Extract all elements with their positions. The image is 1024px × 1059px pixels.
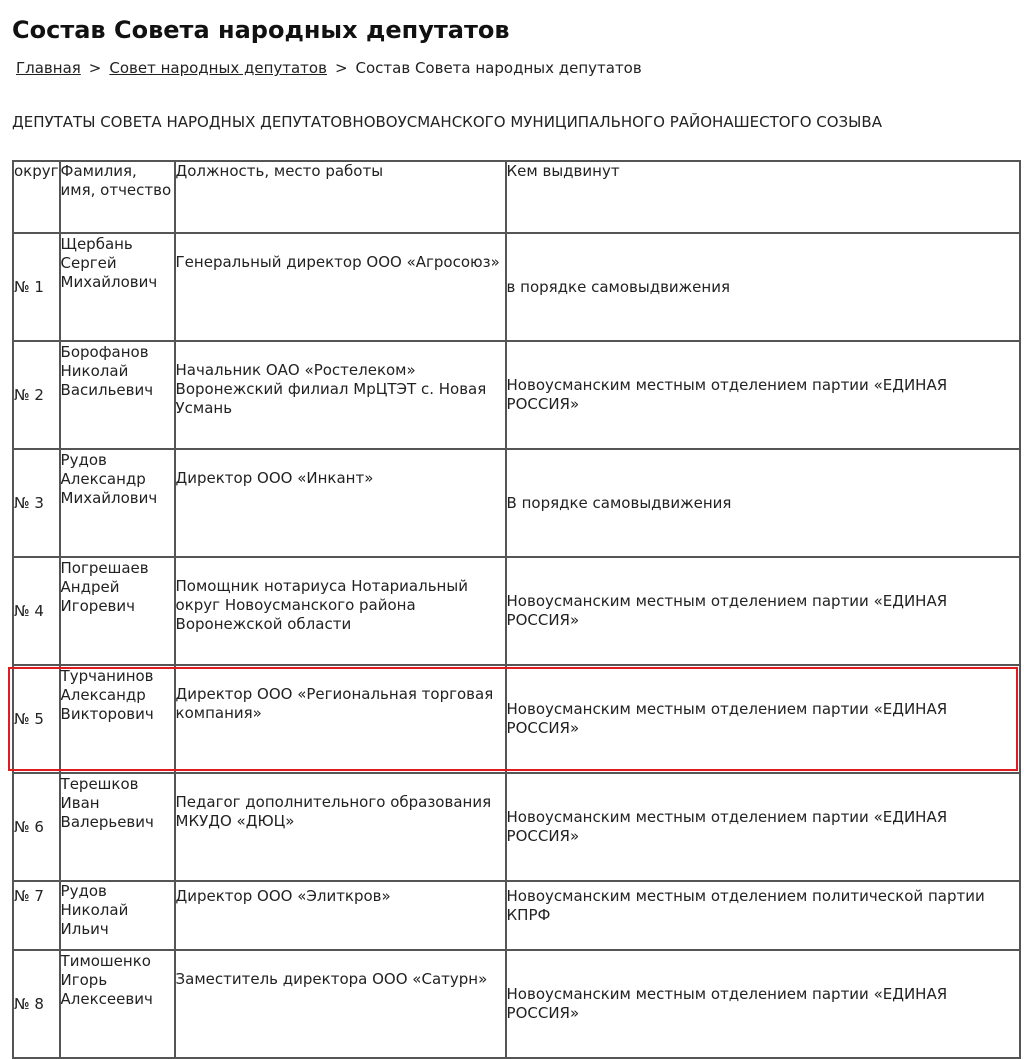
header-nominated: Кем выдвинут	[507, 162, 1021, 234]
cell-okrug: № 7	[14, 882, 61, 951]
table-row	[14, 342, 1021, 450]
cell-okrug: № 5	[14, 666, 61, 774]
cell-position: Директор ООО «Региональная торговая компания»	[176, 666, 507, 774]
cell-nominated: В порядке самовыдвижения	[507, 450, 1021, 558]
cell-nominated: Новоусманским местным отделением партии «ЕДИНАЯ РОССИЯ»	[507, 774, 1021, 882]
cell-position: Начальник ОАО «Ростелеком» Воронежский филиал МрЦТЭТ с. Новая Усмань	[176, 342, 507, 450]
cell-name: Борофанов Николай Васильевич	[61, 342, 176, 450]
cell-name: Терешков Иван Валерьевич	[61, 774, 176, 882]
cell-name: Рудов Николай Ильич	[61, 882, 176, 951]
table-row-highlighted	[14, 774, 1021, 882]
cell-okrug: № 4	[14, 558, 61, 666]
header-name: Фамилия, имя, отчество	[61, 162, 176, 234]
cell-okrug: № 2	[14, 342, 61, 450]
cell-okrug: № 8	[14, 951, 61, 1059]
cell-name: Турчанинов Александр Викторович	[61, 666, 176, 774]
breadcrumb-link-home[interactable]: Главная	[16, 59, 81, 77]
cell-nominated: Новоусманским местным отделением партии «ЕДИНАЯ РОССИЯ»	[507, 666, 1021, 774]
cell-name: Тимошенко Игорь Алексеевич	[61, 951, 176, 1059]
table-row	[14, 882, 1021, 951]
cell-nominated: Новоусманским местным отделением партии «ЕДИНАЯ РОССИЯ»	[507, 342, 1021, 450]
breadcrumb-current: Состав Совета народных депутатов	[355, 59, 642, 77]
cell-nominated: Новоусманским местным отделением партии «ЕДИНАЯ РОССИЯ»	[507, 558, 1021, 666]
breadcrumb-separator: >	[334, 59, 348, 77]
cell-name: Погрешаев Андрей Игоревич	[61, 558, 176, 666]
breadcrumb-separator: >	[88, 59, 102, 77]
page-title: Состав Совета народных депутатов	[12, 16, 510, 44]
table-row	[14, 450, 1021, 558]
cell-okrug: № 1	[14, 234, 61, 342]
cell-position: Помощник нотариуса Нотариальный округ Новоусманского района Воронежской области	[176, 558, 507, 666]
cell-position: Педагог дополнительного образования МКУДО «ДЮЦ»	[176, 774, 507, 882]
cell-position: Директор ООО «Элиткров»	[176, 882, 507, 951]
cell-okrug: № 3	[14, 450, 61, 558]
deputies-table	[12, 160, 1021, 1059]
table-row	[14, 666, 1021, 774]
cell-position: Заместитель директора ООО «Сатурн»	[176, 951, 507, 1059]
breadcrumb	[16, 59, 642, 77]
breadcrumb-link-council[interactable]: Совет народных депутатов	[109, 59, 327, 77]
cell-okrug: № 6	[14, 774, 61, 882]
section-heading: ДЕПУТАТЫ СОВЕТА НАРОДНЫХ ДЕПУТАТОВНОВОУСМАНСКОГО МУНИЦИПАЛЬНОГО РАЙОНАШЕСТОГО СОЗЫВА	[12, 113, 882, 131]
cell-name: Рудов Александр Михайлович	[61, 450, 176, 558]
cell-position: Директор ООО «Инкант»	[176, 450, 507, 558]
header-okrug: округ	[14, 162, 61, 234]
cell-nominated: Новоусманским местным отделением политической партии КПРФ	[507, 882, 1021, 951]
table-row	[14, 951, 1021, 1059]
header-position: Должность, место работы	[176, 162, 507, 234]
cell-nominated: в порядке самовыдвижения	[507, 234, 1021, 342]
table-row	[14, 234, 1021, 342]
cell-nominated: Новоусманским местным отделением партии «ЕДИНАЯ РОССИЯ»	[507, 951, 1021, 1059]
cell-name: Щербань Сергей Михайлович	[61, 234, 176, 342]
cell-position: Генеральный директор ООО «Агросоюз»	[176, 234, 507, 342]
table-header-row	[14, 162, 1021, 234]
table-row	[14, 558, 1021, 666]
